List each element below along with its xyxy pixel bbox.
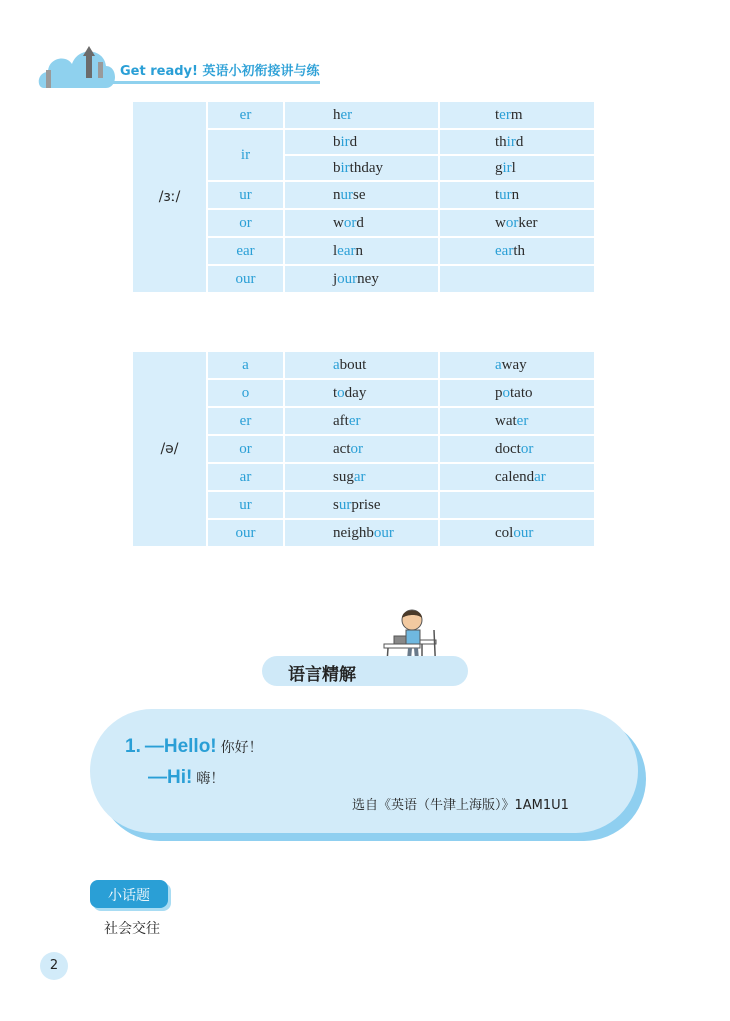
word-part: doct [495,440,521,457]
page-header [38,40,328,92]
word-part: th [513,242,525,259]
highlighted-letters: ear [495,242,514,259]
phonetic-symbol: /ə/ [132,351,207,547]
highlighted-letters: or [343,214,357,231]
word-part: t [495,106,500,123]
topic-label: 小话题 [108,888,150,904]
example-line1-chinese: 你好！ [220,740,263,756]
example-source: 选自《英语（牛津上海版）》1AM1U1 [352,798,569,813]
phonics-table-schwa-sound [131,350,596,548]
highlighted-letters: our [513,524,534,541]
word-part: d [356,214,364,231]
word-part: s [333,496,339,513]
word-part: l [333,242,338,259]
word-part: prise [351,496,381,513]
word-part: t [333,384,338,401]
example-word-cell [284,463,439,491]
example-word-cell [284,407,439,435]
word-part: l [511,159,516,176]
word-part: calend [495,468,535,485]
example-word-cell [284,491,439,519]
example-line2-english: —Hi! [148,767,193,788]
word-part: b [333,159,341,176]
highlighted-letters: ar [353,468,366,485]
spelling-pattern: o [207,379,284,407]
example-word-cell [284,435,439,463]
page-number: 2 [40,952,68,980]
spelling-pattern: er [207,407,284,435]
highlighted-letters: ir [506,133,516,150]
highlighted-letters: or [505,214,519,231]
highlighted-letters: o [502,384,510,401]
highlighted-letters: er [340,106,353,123]
example-number: 1. [125,736,141,757]
section-header [262,656,468,686]
example-word-cell [284,519,439,547]
highlighted-letters: er [348,412,361,429]
word-part: day [344,384,367,401]
spelling-pattern: or [207,209,284,237]
section-title: 语言精解 [288,665,356,685]
word-part: act [333,440,351,457]
word-part: n [333,186,341,203]
highlighted-letters: ir [340,159,350,176]
spelling-pattern: our [207,519,284,547]
highlighted-letters: or [350,440,363,457]
cloud-icon [38,40,118,92]
example-word-cell [439,209,595,237]
spelling-pattern: ir [207,129,284,181]
example-word-cell [439,407,595,435]
phonics-table-er-sound [131,100,596,294]
table-row [132,351,595,379]
word-part: j [333,270,338,287]
word-part: way [501,356,527,373]
highlighted-letters: ur [338,496,352,513]
spelling-pattern: ur [207,181,284,209]
word-part: n [355,242,363,259]
example-word-cell [439,101,595,129]
highlighted-letters: a [333,356,340,373]
example-line1-english: —Hello! [144,736,217,757]
example-word-cell [439,463,595,491]
highlighted-letters: er [516,412,529,429]
word-part: d [349,133,358,150]
spelling-pattern: our [207,265,284,293]
word-part: g [495,159,503,176]
example-word-cell [439,379,595,407]
example-word-cell [439,181,595,209]
highlighted-letters: ur [499,186,512,203]
spelling-pattern: or [207,435,284,463]
topic-tag [90,880,168,908]
example-word-cell [284,351,439,379]
highlighted-letters: er [499,106,511,123]
word-part: aft [333,412,349,429]
example-word-cell [284,379,439,407]
word-part: ney [357,270,379,287]
word-part: thday [349,159,383,176]
example-word-cell [439,237,595,265]
example-word-cell [439,491,595,519]
highlighted-letters: o [337,384,345,401]
example-word-cell [284,129,439,155]
word-part: m [510,106,523,123]
example-word-cell [439,351,595,379]
word-part: w [333,214,344,231]
highlighted-letters: ir [502,159,512,176]
example-word-cell [439,129,595,155]
example-line-2 [148,767,224,789]
word-part: w [495,214,506,231]
word-part: d [515,133,524,150]
highlighted-letters: our [373,524,394,541]
word-part: t [495,186,500,203]
example-word-cell [284,155,439,181]
example-word-cell [284,209,439,237]
book-title: Get ready! 英语小初衔接讲与练 [120,64,320,79]
word-part: sug [333,468,354,485]
spelling-pattern: ar [207,463,284,491]
highlighted-letters: ar [534,468,546,485]
highlighted-letters: or [520,440,534,457]
word-part: p [495,384,503,401]
spelling-pattern: er [207,101,284,129]
example-word-cell [284,101,439,129]
highlighted-letters: our [337,270,358,287]
table-row [132,101,595,129]
highlighted-letters: ur [340,186,353,203]
word-part: b [333,133,341,150]
highlighted-letters: a [495,356,502,373]
word-part: tato [510,384,533,401]
word-part: ker [518,214,538,231]
word-part: n [511,186,520,203]
word-part: bout [339,356,367,373]
spelling-pattern: ur [207,491,284,519]
example-line2-chinese: 嗨！ [196,771,225,787]
topic-text: 社会交往 [104,921,160,937]
example-word-cell [439,519,595,547]
example-line-1 [125,736,263,758]
word-part: h [333,106,341,123]
highlighted-letters: ir [340,133,350,150]
example-word-cell [439,265,595,293]
example-word-cell [284,237,439,265]
example-word-cell [284,265,439,293]
header-divider [108,81,320,84]
example-word-cell [284,181,439,209]
highlighted-letters: ear [337,242,356,259]
phonetic-symbol: /ɜː/ [132,101,207,293]
word-part: wat [495,412,517,429]
spelling-pattern: a [207,351,284,379]
word-part: neighb [333,524,374,541]
example-word-cell [439,155,595,181]
word-part: col [495,524,514,541]
word-part: se [353,186,366,203]
spelling-pattern: ear [207,237,284,265]
word-part: th [495,133,507,150]
example-word-cell [439,435,595,463]
